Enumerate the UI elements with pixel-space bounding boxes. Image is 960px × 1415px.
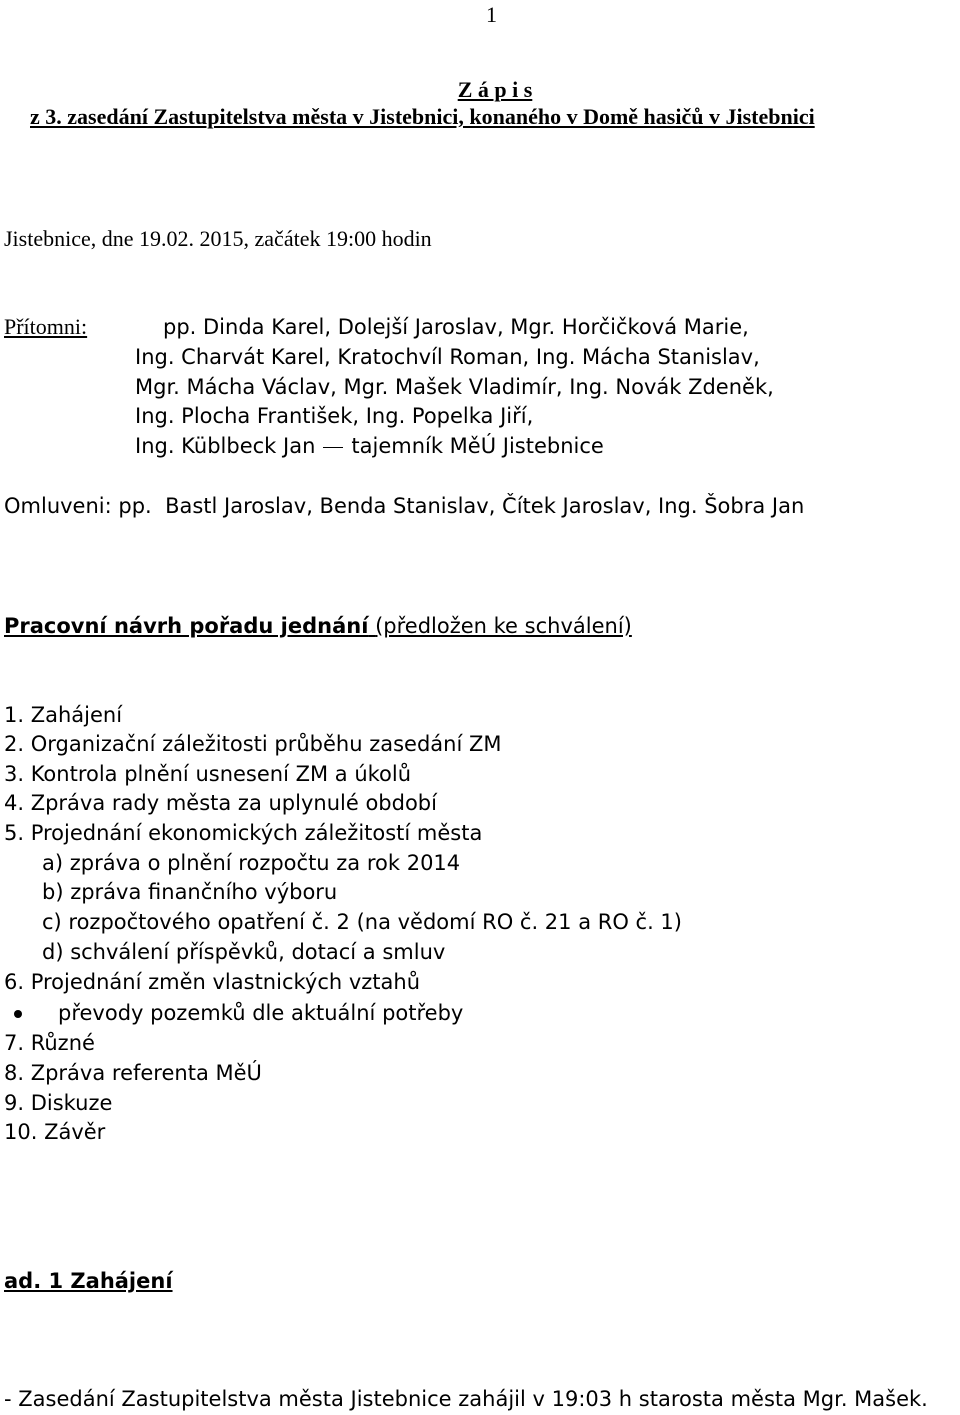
agenda-item: 8. Zpráva referenta MěÚ [4, 1061, 262, 1085]
present-line-4: Ing. Plocha František, Ing. Popelka Jiří, [135, 404, 534, 428]
agenda-item: 7. Různé [4, 1031, 95, 1055]
agenda-item: 1. Zahájení [4, 703, 123, 727]
present-label: Přítomni: [4, 314, 88, 339]
agenda-item: 6. Projednání změn vlastnických vztahů [4, 970, 421, 994]
present-line-2: Ing. Charvát Karel, Kratochvíl Roman, Ing. Mácha Stanislav, [135, 345, 760, 369]
agenda-subitem: d) schválení příspěvků, dotací a smluv [42, 940, 446, 964]
secretary-name: Ing. Küblbeck Jan [135, 434, 316, 458]
document-subtitle: z 3. zasedání Zastupitelstva města v Jistebnici, konaného v Domě hasičů v Jistebnici [30, 104, 815, 129]
agenda-item: 9. Diskuze [4, 1091, 113, 1115]
agenda-subitem: b) zpráva finančního výboru [42, 880, 338, 904]
document-title: Z á p i s [457, 77, 533, 102]
agenda-heading [4, 614, 632, 638]
excused-label: Omluveni: pp. [4, 494, 152, 518]
agenda-item: 10. Závěr [4, 1120, 106, 1144]
excused-line [4, 494, 804, 518]
present-line-1: pp. Dinda Karel, Dolejší Jaroslav, Mgr. Horčičková Marie, [163, 315, 749, 339]
present-line-5 [135, 434, 604, 458]
agenda-heading-main: Pracovní návrh pořadu jednání [4, 614, 369, 638]
place-date: Jistebnice, dne 19.02. 2015, začátek 19:00 hodin [4, 226, 432, 251]
agenda-item: 2. Organizační záležitosti průběhu zasedání ZM [4, 732, 502, 756]
agenda-item: 4. Zpráva rady města za uplynulé období [4, 791, 437, 815]
agenda-subitem: c) rozpočtového opatření č. 2 (na vědomí RO č. 21 a RO č. 1) [42, 910, 682, 934]
section-heading: ad. 1 Zahájení [4, 1269, 173, 1293]
agenda-item: 5. Projednání ekonomických záležitostí města [4, 821, 483, 845]
present-line-3: Mgr. Mácha Václav, Mgr. Mašek Vladimír, Ing. Novák Zdeněk, [135, 375, 774, 399]
excused-names: Bastl Jaroslav, Benda Stanislav, Čítek Jaroslav, Ing. Šobra Jan [165, 494, 805, 518]
agenda-bullet-item: převody pozemků dle aktuální potřeby [58, 1001, 464, 1025]
secretary-role: tajemník MěÚ Jistebnice [351, 434, 604, 458]
bullet-icon [14, 1010, 22, 1018]
agenda-item: 3. Kontrola plnění usnesení ZM a úkolů [4, 762, 412, 786]
agenda-subitem: a) zpráva o plnění rozpočtu za rok 2014 [42, 851, 461, 875]
section-text: - Zasedání Zastupitelstva města Jistebnice zahájil v 19:03 h starosta města Mgr. Mašek. [4, 1387, 928, 1411]
dash-separator [323, 447, 343, 448]
page-number: 1 [486, 2, 497, 27]
agenda-heading-note: (předložen ke schválení) [375, 614, 632, 638]
